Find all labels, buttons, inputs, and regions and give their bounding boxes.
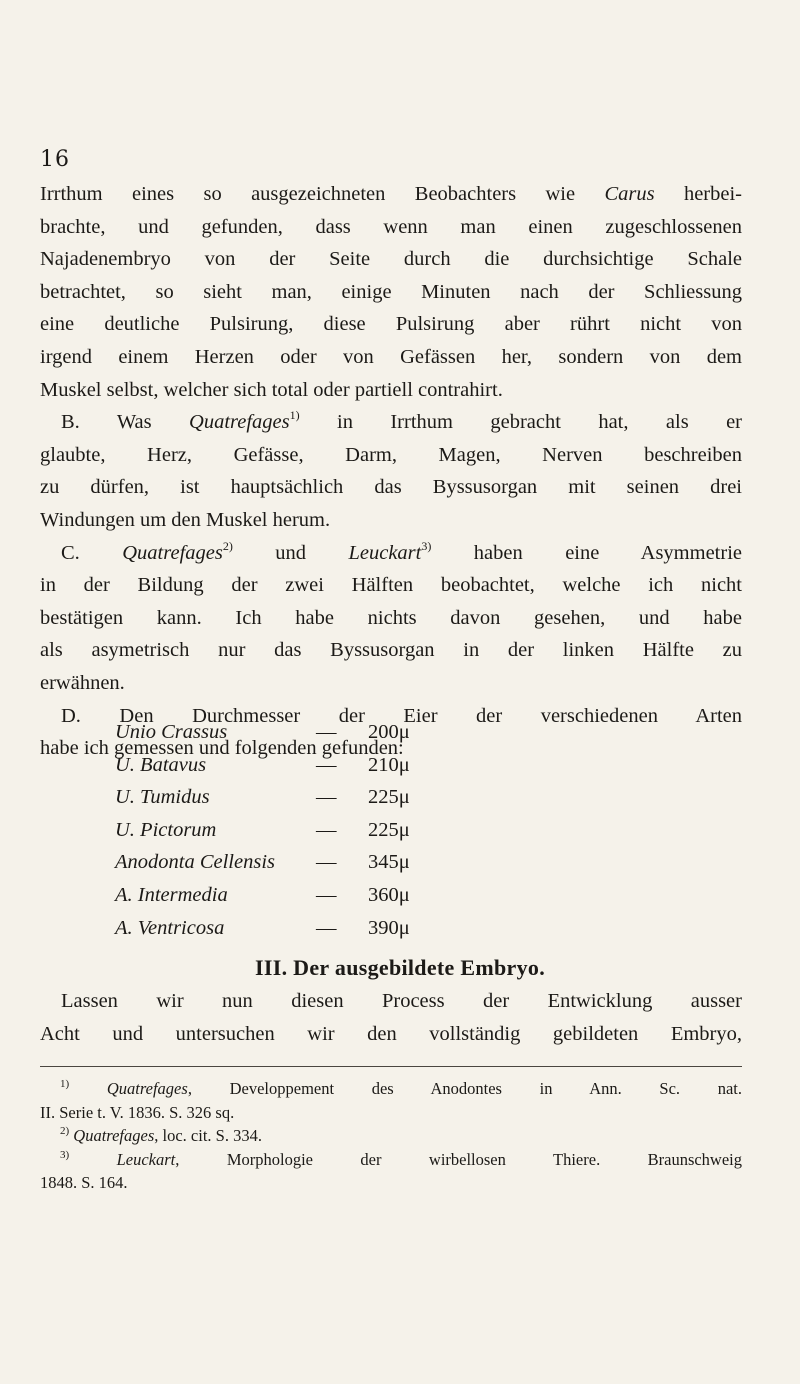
text-line: Lassen wir nun diesen Process der Entwicklung ausser xyxy=(61,990,742,1012)
egg-diameter-value: 210μ xyxy=(368,753,410,776)
table-row xyxy=(115,912,635,945)
text-run: in Irrthum gebracht hat, als er xyxy=(299,411,742,434)
author-name: Quatrefages xyxy=(189,411,290,434)
footnote-ref-number: 3 xyxy=(421,538,428,553)
text-run: B. Was xyxy=(61,411,190,434)
footnote-ref-number: 2 xyxy=(222,538,229,553)
table-row xyxy=(115,814,635,847)
text-line xyxy=(40,178,742,211)
text-line: habe ich gemessen und folgenden gefunden: xyxy=(40,737,404,760)
dash: — xyxy=(316,721,337,743)
species-name: Unio Crassus xyxy=(115,721,228,743)
paragraph-b xyxy=(40,406,742,536)
section-heading: III. Der ausgebildete Embryo. xyxy=(254,955,546,980)
author-name: Leuckart xyxy=(116,1149,176,1169)
footnote-ref[interactable]: 2) xyxy=(222,538,233,553)
dash: — xyxy=(316,786,337,809)
text-line: Muskel selbst, welcher sich total oder partiell contrahirt. xyxy=(40,378,503,401)
text-line: irgend einem Herzen oder von Gefässen her, sondern von dem xyxy=(40,345,742,368)
text-line: als asymetrisch nur das Byssusorgan in der linken Hälfte zu xyxy=(40,639,742,662)
text-run: und xyxy=(232,541,349,564)
table-row xyxy=(115,879,635,912)
text-line: Windungen um den Muskel herum. xyxy=(40,508,331,531)
text-line: betrachtet, so sieht man, einige Minuten nach der Schliessung xyxy=(40,280,742,303)
footnote-continuation: II. Serie t. V. 1836. S. 326 sq. xyxy=(40,1102,235,1122)
text-run: haben eine Asymmetrie xyxy=(431,541,742,564)
egg-diameter-value: 360μ xyxy=(368,883,410,906)
text-line xyxy=(40,537,742,570)
footnote-ref-number: 1 xyxy=(289,408,296,423)
paragraph-c xyxy=(40,537,742,700)
dash: — xyxy=(316,883,337,906)
text-line: D. Den Durchmesser der Eier der verschiedenen Arten xyxy=(61,704,742,727)
footnote-continuation: 1848. S. 164. xyxy=(40,1173,128,1193)
author-name: Carus xyxy=(604,183,655,205)
footnote-text: , Developpement des Anodontes in Ann. Sc. nat. xyxy=(187,1079,742,1098)
text-line xyxy=(40,406,742,439)
footnote xyxy=(40,1077,742,1101)
text-line: zu dürfen, ist hauptsächlich das Byssusorgan mit seinen drei xyxy=(40,476,742,499)
author-name: Quatrefages xyxy=(122,541,223,564)
table-row xyxy=(115,781,635,814)
text-run: herbei- xyxy=(654,183,742,205)
egg-diameter-value: 225μ xyxy=(368,786,410,809)
egg-diameter-value: 390μ xyxy=(368,916,410,939)
text-line: glaubte, Herz, Gefässe, Darm, Magen, Nerven beschreiben xyxy=(40,443,742,466)
footnote-text: , Morphologie der wirbellosen Thiere. Braunschweig xyxy=(175,1149,743,1169)
table-row xyxy=(115,749,635,782)
text-line: Najadenembryo von der Seite durch die durchsichtige Schale xyxy=(40,248,742,271)
egg-diameter-table xyxy=(115,716,635,944)
text-run: C. xyxy=(61,541,123,564)
footnote-number: 1) xyxy=(60,1078,70,1090)
paragraph-a xyxy=(40,178,742,406)
egg-diameter-value: 225μ xyxy=(368,818,410,841)
species-name: A. Intermedia xyxy=(115,883,228,906)
text-run: Irrthum eines so ausgezeichneten Beobachters wie xyxy=(40,183,605,205)
species-name: U. Batavus xyxy=(115,753,207,776)
text-line: erwähnen. xyxy=(40,671,125,694)
footnote-number: 2) xyxy=(60,1125,70,1138)
table-row xyxy=(115,846,635,879)
text-line: in der Bildung der zwei Hälften beobachtet, welche ich nicht xyxy=(40,574,742,597)
footnotes xyxy=(40,1077,742,1195)
footnote-text: , loc. cit. S. 334. xyxy=(154,1126,262,1146)
footnote xyxy=(40,1148,742,1172)
footnote-number: 3) xyxy=(60,1148,70,1161)
egg-diameter-value: 345μ xyxy=(368,851,410,874)
species-name: U. Tumidus xyxy=(115,786,210,809)
dash: — xyxy=(316,818,337,841)
main-text xyxy=(40,178,742,765)
author-name: Leuckart xyxy=(348,541,422,564)
text-line: eine deutliche Pulsirung, diese Pulsirung aber rührt nicht von xyxy=(40,313,742,336)
dash: — xyxy=(316,753,337,776)
text-line: bestätigen kann. Ich habe nichts davon gesehen, und habe xyxy=(40,606,742,629)
footnote-ref[interactable]: 3) xyxy=(421,538,432,553)
dash: — xyxy=(316,916,337,939)
species-name: Anodonta Cellensis xyxy=(115,851,276,874)
text-line: brachte, und gefunden, dass wenn man einen zugeschlossenen xyxy=(40,215,742,238)
footnote xyxy=(40,1124,742,1148)
author-name: Quatrefages xyxy=(106,1079,188,1098)
egg-diameter-value: 200μ xyxy=(368,721,410,743)
author-name: Quatrefages xyxy=(73,1126,155,1146)
dash: — xyxy=(316,851,337,874)
footnote-divider xyxy=(40,1066,742,1067)
table-row xyxy=(115,716,635,749)
footnote-ref[interactable]: 1) xyxy=(289,408,300,423)
page-number: 16 xyxy=(40,147,70,172)
species-name: A. Ventricosa xyxy=(115,916,225,939)
text-line: Acht und untersuchen wir den vollständig gebildeten Embryo, xyxy=(40,1022,742,1045)
species-name: U. Pictorum xyxy=(115,818,217,841)
section-text xyxy=(40,985,742,1050)
